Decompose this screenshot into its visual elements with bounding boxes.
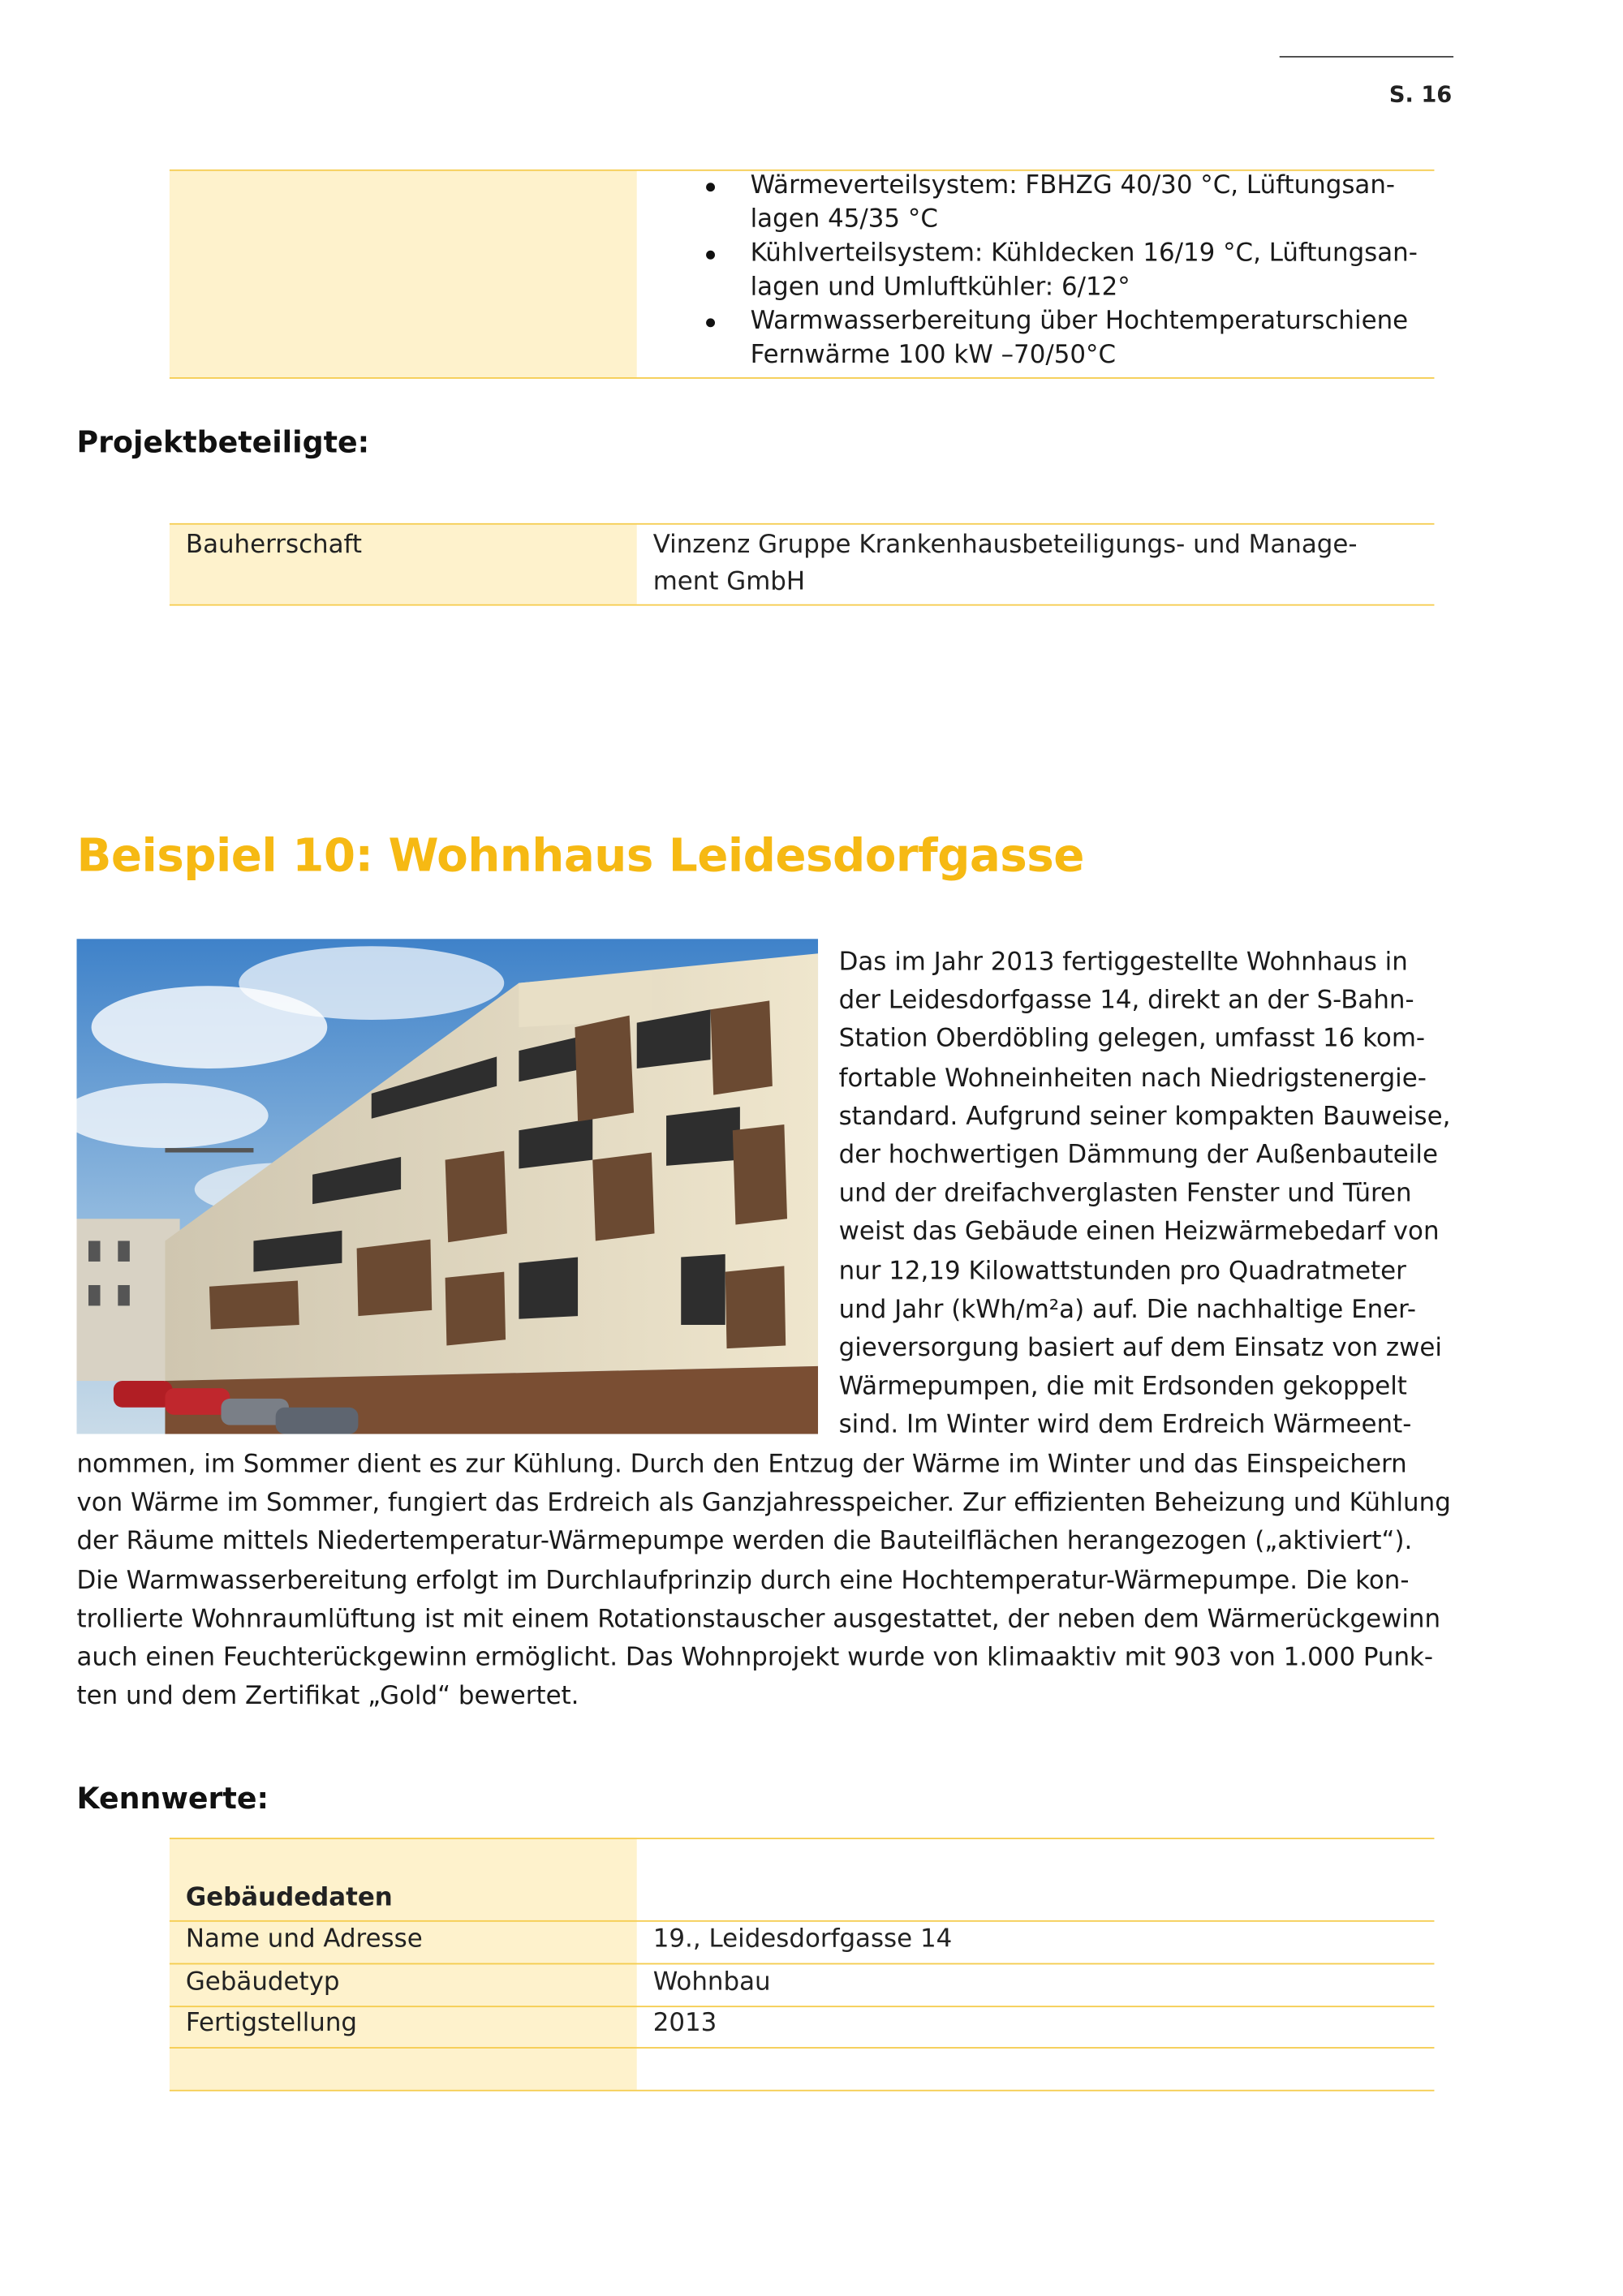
page-number: S. 16 [1388,80,1453,108]
projektbeteiligte-heading: Projektbeteiligte: [76,424,370,460]
bauherrschaft-value: Vinzenz Gruppe Krankenhausbeteiligungs- und Manage- ment GmbH [652,530,1358,597]
list-item: Kühlverteilsystem: Kühldecken 16/19 °C, Lüftungsan- lagen und Umluftkühler: 6/12° [703,237,1440,305]
building-photo [76,939,818,1434]
name-adresse-value: 19., Leidesdorfgasse 14 [652,1924,953,1954]
table-label-cell [170,171,637,377]
example-heading: Beispiel 10: Wohnhaus Leidesdorfgasse [76,829,1084,884]
bauherrschaft-label: Bauherrschaft [185,530,362,561]
kennwerte-heading: Kennwerte: [76,1780,269,1816]
fertigstellung-value: 2013 [652,2008,717,2039]
header-rule [1280,56,1453,58]
example-text-full: nommen, im Sommer dient es zur Kühlung. Durch den Entzug der Wärme im Winter und das Einspeichern von Wärme im Sommer, fungiert das Erdreich als Ganzjahresspeicher. Zur effizienten Beheizung und Kühlung der Räume mittels Niedertemperatur-Wärmepumpe werden die Bauteilflächen herangezogen („aktiviert“). Die Warmwasserbereitung erfolgt im Durchlaufprinzip durch eine Hochtemperatur-Wärmepumpe. Die kon- trollierte Wohnraumlüftung ist mit einem Rotationstauscher ausgestattet, der neben dem Wärmerückgewinn auch einen Feuchterückgewinn ermöglicht. Das Wohnprojekt wurde von klimaaktiv mit 903 von 1.000 Punk- ten und dem Zertifikat „Gold“ bewertet. [76,1450,1451,1712]
bullet-dot [706,318,715,327]
table-rule [170,1920,1435,1922]
table-rule [170,2006,1435,2007]
table-rule [170,1838,1435,1839]
name-adresse-label: Name und Adresse [185,1924,423,1954]
example-text-wrapped: Das im Jahr 2013 fertiggestellte Wohnhaus in der Leidesdorfgasse 14, direkt an der S-Bahn- Station Oberdöbling gelegen, umfasst 16 kom- fortable Wohneinheiten nach Niedrigstenergie- standard. Aufgrund seiner kompakten Bauweise, der hochwertigen Dämmung der Außenbauteile und der dreifachverglasten Fenster und Türen weist das Gebäude einen Heizwärmebedarf von nur 12,19 Kilowattstunden pro Quadratmeter und Jahr (kWh/m²a) auf. Die nachhaltige Ener- gieversorgung basiert auf dem Einsatz von zwei Wärmepumpen, die mit Erdsonden gekoppelt sind. Im Winter wird dem Erdreich Wärmeent- [838,948,1451,1441]
bullet-dot [706,251,715,260]
bullet-dot [706,183,715,191]
gebaeudedaten-label: Gebäudedaten [185,1883,393,1913]
list-item: Warmwasserbereitung über Hochtemperaturschiene Fernwärme 100 kW –70/50°C [703,305,1440,373]
fertigstellung-label: Fertigstellung [185,2008,358,2039]
table-rule [170,2047,1435,2049]
bullet-list [703,170,1440,373]
table-rule [170,1963,1435,1965]
table-rule [170,604,1435,606]
list-item: Wärmeverteilsystem: FBHZG 40/30 °C, Lüftungsan- lagen 45/35 °C [703,170,1440,238]
gebaeudetyp-label: Gebäudetyp [185,1967,340,1997]
table-rule [170,2090,1435,2092]
gebaeudetyp-value: Wohnbau [652,1967,771,1997]
table-rule [170,523,1435,525]
table-rule [170,377,1435,379]
